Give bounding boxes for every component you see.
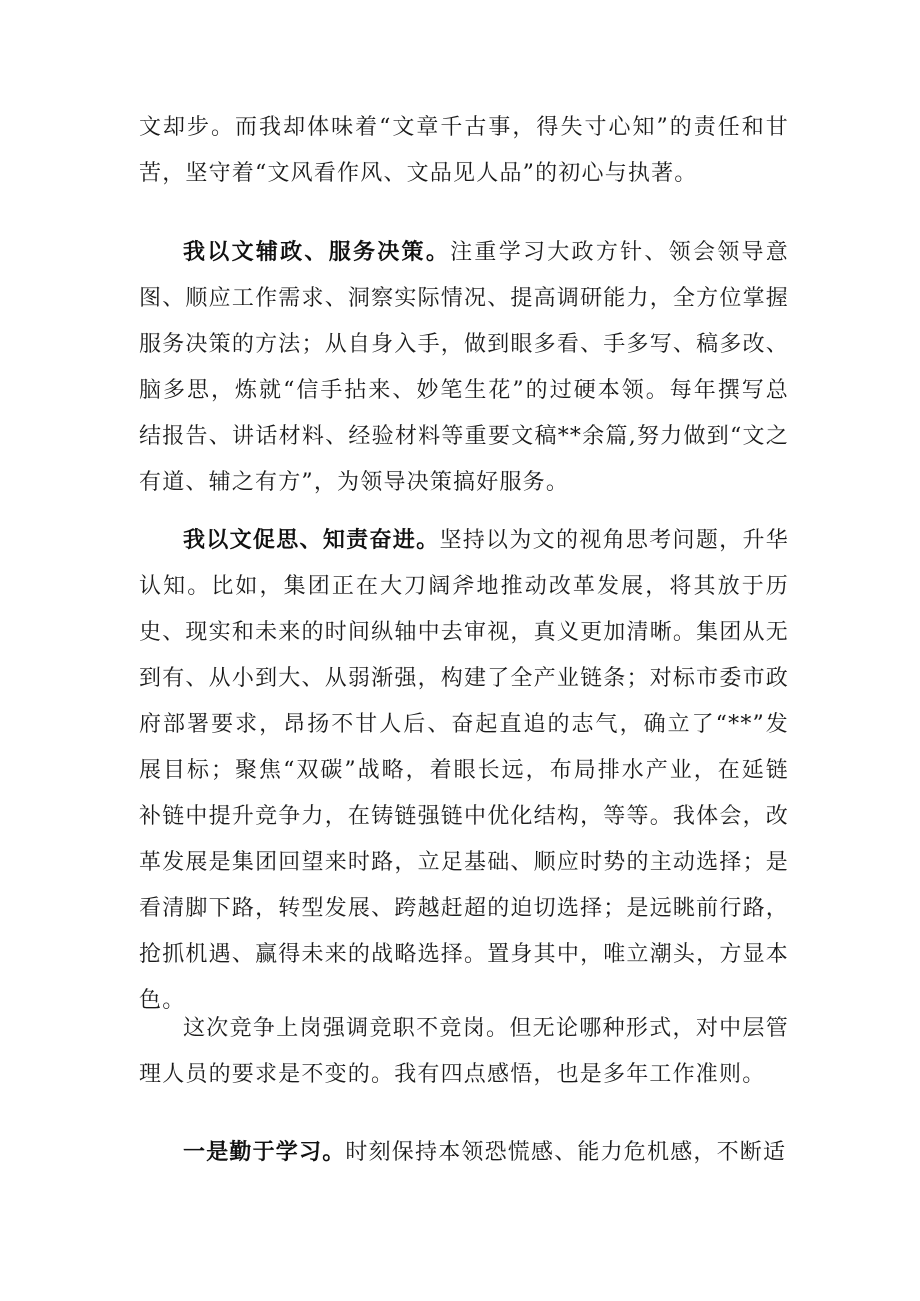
paragraph-text (139, 1129, 789, 1176)
paragraph-body: 时刻保持本领恐慌感、能力危机感，不断适 (345, 1140, 787, 1165)
paragraph-text (139, 104, 789, 197)
paragraph-lead: 一是勤于学习。 (183, 1139, 346, 1165)
paragraph-continuation (139, 104, 789, 197)
paragraph-lead: 我以文促思、知责奋进。 (183, 527, 440, 553)
paragraph-promote-thinking (139, 517, 789, 1024)
paragraph-body: 注重学习大政方针、领会领导意图、顺应工作需求、洞察实际情况、提高调研能力，全方位掌握服务决策的方法；从自身入手，做到眼多看、手多写、稿多改、脑多思，炼就“信手拈来、妙笔生花”的过硬本领。每年撰写总结报告、讲话材料、经验材料等重要文稿**余篇,努力做到“文之有道、辅之有方”，为领导决策搞好服务。 (139, 240, 790, 495)
paragraph-text (139, 517, 789, 1024)
paragraph-serve-decision (139, 229, 789, 506)
paragraph-text (139, 1005, 789, 1098)
paragraph-body: 坚持以为文的视角思考问题，升华认知。比如，集团正在大刀阔斧地推动改革发展，将其放于历史、现实和未来的时间纵轴中去审视，真义更加清晰。集团从无到有、从小到大、从弱渐强，构建了全产业链条；对标市委市政府部署要求，昂扬不甘人后、奋起直追的志气，确立了“**”发展目标；聚焦“双碳”战略，着眼长远，布局排水产业，在延链补链中提升竞争力，在铸链强链中优化结构，等等。我体会，改革发展是集团回望来时路，立足基础、顺应时势的主动选择；是看清脚下路，转型发展、跨越赶超的迫切选择；是远眺前行路，抢抓机遇、赢得未来的战略选择。置身其中，唯立潮头，方显本色。 (139, 528, 789, 1013)
paragraph-body: 这次竞争上岗强调竞职不竞岗。但无论哪种形式，对中层管理人员的要求是不变的。我有四点感悟，也是多年工作准则。 (139, 1016, 789, 1087)
paragraph-diligent-study (139, 1129, 789, 1176)
paragraph-text (139, 229, 789, 506)
paragraph-body: 文却步。而我却体味着“文章千古事，得失寸心知”的责任和甘苦，坚守着“文风看作风、文品见人品”的初心与执著。 (139, 115, 789, 186)
paragraph-lead: 我以文辅政、服务决策。 (183, 239, 451, 265)
paragraph-competition (139, 1005, 789, 1098)
